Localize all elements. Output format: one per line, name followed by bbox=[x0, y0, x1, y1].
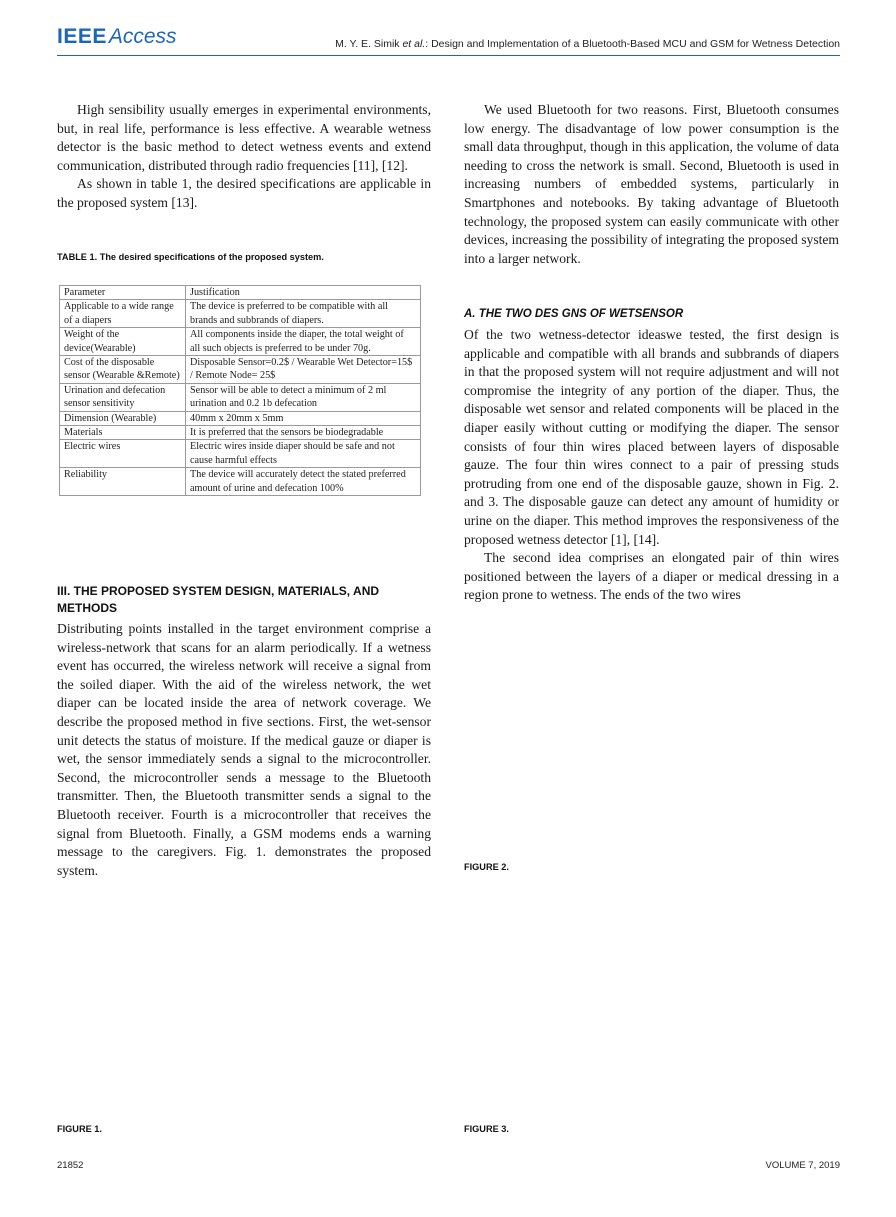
running-head-authors: M. Y. E. Simik bbox=[335, 38, 400, 50]
left-column-body bbox=[57, 620, 431, 880]
paragraph: Of the two wetness-detector ideaswe tested, the first design is applicable and compatible with all brands and subbrands of diapers in that the proposed system will not require adjustment and will not compromise the integrity of any portion of the diaper. Thus, the disposable wet sensor and related components will be placed in the diaper easily without cutting or modifying the diaper. The sensor consists of four thin wires placed between layers of disposable gauze. The four thin wires connect to a pair of pressing studs protruding from one end of the disposable gauze, shown in Fig. 2. and 3. The disposable gauze can detect any amount of humidity or urine on the diaper. This method improves the responsiveness of the proposed wetness detector [1], [14]. bbox=[464, 327, 839, 547]
figure-3-label: FIGURE 3. bbox=[464, 1124, 509, 1134]
left-column-intro bbox=[57, 101, 431, 213]
table-cell: Dimension (Wearable) bbox=[60, 411, 186, 425]
page-number: 21852 bbox=[57, 1160, 84, 1171]
table-cell: Disposable Sensor=0.2$ / Wearable Wet Detector=15$ / Remote Node= 25$ bbox=[186, 356, 421, 384]
spec-table bbox=[59, 285, 421, 496]
paragraph: As shown in table 1, the desired specifications are applicable in the proposed system [13]. bbox=[57, 176, 431, 210]
table-row bbox=[60, 300, 421, 328]
table-cell: Parameter bbox=[60, 286, 186, 300]
table-cell: It is preferred that the sensors be biodegradable bbox=[186, 426, 421, 440]
table-cell: Sensor will be able to detect a minimum of 2 ml urination and 0.2 1b defecation bbox=[186, 383, 421, 411]
table-row bbox=[60, 383, 421, 411]
subsection-heading: A. THE TWO DES GNS OF WETSENSOR bbox=[464, 308, 684, 320]
running-head-et-al: et al. bbox=[402, 38, 426, 50]
paragraph: High sensibility usually emerges in experimental environments, but, in real life, performance is less effective. A wearable wetness detector is the basic method to detect wetness events and extend communication, distributed through radio frequencies [11], [12]. bbox=[57, 102, 431, 173]
table-row bbox=[60, 468, 421, 496]
header-rule bbox=[57, 55, 840, 56]
right-column-intro bbox=[464, 101, 839, 268]
table-caption: TABLE 1. The desired specifications of the proposed system. bbox=[57, 252, 324, 262]
table-cell: Applicable to a wide range of a diapers bbox=[60, 300, 186, 328]
journal-logo-access: Access bbox=[108, 25, 177, 48]
table-cell: Reliability bbox=[60, 468, 186, 496]
spec-table-wrapper bbox=[59, 285, 421, 496]
table-cell: Materials bbox=[60, 426, 186, 440]
volume-info: VOLUME 7, 2019 bbox=[765, 1160, 840, 1171]
journal-logo bbox=[57, 25, 177, 49]
table-cell: 40mm x 20mm x 5mm bbox=[186, 411, 421, 425]
table-cell: The device is preferred to be compatible with all brands and subbrands of diapers. bbox=[186, 300, 421, 328]
table-row bbox=[60, 440, 421, 468]
table-cell: Electric wires inside diaper should be safe and not cause harmful effects bbox=[186, 440, 421, 468]
running-head-title: : Design and Implementation of a Bluetooth-Based MCU and GSM for Wetness Detection bbox=[425, 38, 840, 50]
paragraph: We used Bluetooth for two reasons. First, Bluetooth consumes low energy. The disadvantage of low power consumption is the small data throughput, though in this application, the volume of data needing to cross the network is small. Second, Bluetooth is used in increasing numbers of embedded systems, particularly in Smartphones and notebooks. By taking advantage of Bluetooth technology, the proposed system can easily communicate with other devices, increasing the possibility of integrating the proposed system into a larger network. bbox=[464, 102, 839, 266]
figure-2-label: FIGURE 2. bbox=[464, 862, 509, 872]
table-cell: All components inside the diaper, the total weight of all such objects is preferred to be under 70g. bbox=[186, 328, 421, 356]
figure-1-label: FIGURE 1. bbox=[57, 1124, 102, 1134]
table-row bbox=[60, 356, 421, 384]
table-cell: Cost of the disposable sensor (Wearable &Remote) bbox=[60, 356, 186, 384]
paragraph: Distributing points installed in the target environment comprise a wireless-network that scans for an alarm periodically. If a wetness event has occurred, the wireless network will receive a signal from the soiled diaper. With the aid of the wireless network, the wet diaper can be located inside the area of network coverage. We describe the proposed method in five sections. First, the wet-sensor unit detects the status of moisture. If the medical gauze or diaper is wet, the sensor immediately sends a signal to the microcontroller. Second, the microcontroller sends a message to the Bluetooth transmitter. Then, the Bluetooth transmitter sends a signal to the Bluetooth receiver. Fourth is a microcontroller that receives the signal from Bluetooth. Finally, a GSM modems ends a warning message to the caregivers. Fig. 1. demonstrates the proposed system. bbox=[57, 621, 431, 878]
table-row bbox=[60, 328, 421, 356]
table-row bbox=[60, 426, 421, 440]
table-cell: Urination and defecation sensor sensitivity bbox=[60, 383, 186, 411]
table-cell: The device will accurately detect the stated preferred amount of urine and defecation 100% bbox=[186, 468, 421, 496]
table-row bbox=[60, 411, 421, 425]
running-head bbox=[335, 38, 840, 50]
table-cell: Electric wires bbox=[60, 440, 186, 468]
section-heading: III. THE PROPOSED SYSTEM DESIGN, MATERIALS, AND METHODS bbox=[57, 584, 380, 615]
table-row bbox=[60, 286, 421, 300]
right-column-body bbox=[464, 326, 839, 605]
table-cell: Justification bbox=[186, 286, 421, 300]
paragraph: The second idea comprises an elongated pair of thin wires positioned between the layers of a diaper or medical dressing in a region prone to wetness. The ends of the two wires bbox=[464, 550, 839, 603]
journal-logo-ieee: IEEE bbox=[57, 25, 107, 48]
table-cell: Weight of the device(Wearable) bbox=[60, 328, 186, 356]
